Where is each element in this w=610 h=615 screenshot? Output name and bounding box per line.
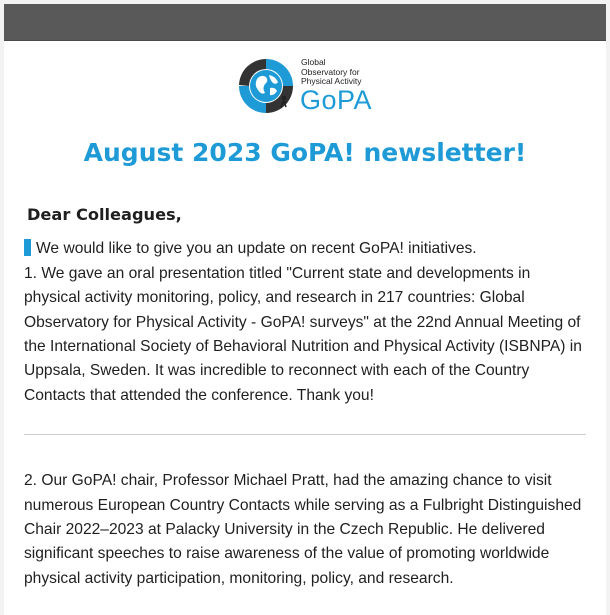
email-frame xyxy=(4,4,606,615)
top-bar xyxy=(4,4,606,41)
globe-logo-icon xyxy=(235,55,297,117)
intro-line xyxy=(24,237,586,261)
divider xyxy=(24,434,586,435)
intro-paragraph xyxy=(24,237,586,408)
accent-bar xyxy=(24,239,31,256)
logo-brand: GoPA xyxy=(300,85,373,115)
logo-line-1: Global xyxy=(301,57,326,67)
logo xyxy=(4,41,606,119)
logo-line-3: Physical Activity xyxy=(301,76,362,86)
logo-line-2: Observatory for xyxy=(301,66,360,77)
greeting: Dear Colleagues, xyxy=(27,205,182,224)
intro-text: We would like to give you an update on recent GoPA! initiatives. xyxy=(36,240,477,258)
newsletter-title: August 2023 GoPA! newsletter! xyxy=(83,138,527,167)
item-2-text: 2. Our GoPA! chair, Professor Michael Pratt, had the amazing chance to visit numerous European Country Contacts while serving as a Fulbright Distinguished Chair 2022–2023 at Palacky University in the Czech Republic. He delivered significant speeches to raise awareness of the value of promoting worldwide physical activity participation, monitoring, policy, and research. xyxy=(24,472,582,587)
newsletter-body xyxy=(4,203,606,591)
item-1-text: 1. We gave an oral presentation titled "Current state and developments in physical activity monitoring, policy, and research in 217 countries: Global Observatory for Physical Activity - GoPA! surveys" at the 22nd Annual Meeting of the International Society of Behavioral Nutrition and Physical Activity (ISBNPA) in Uppsala, Sweden. It was incredible to reconnect with each of the Country Contacts that attended the conference. Thank you! xyxy=(24,264,582,404)
logo-text xyxy=(301,58,361,87)
